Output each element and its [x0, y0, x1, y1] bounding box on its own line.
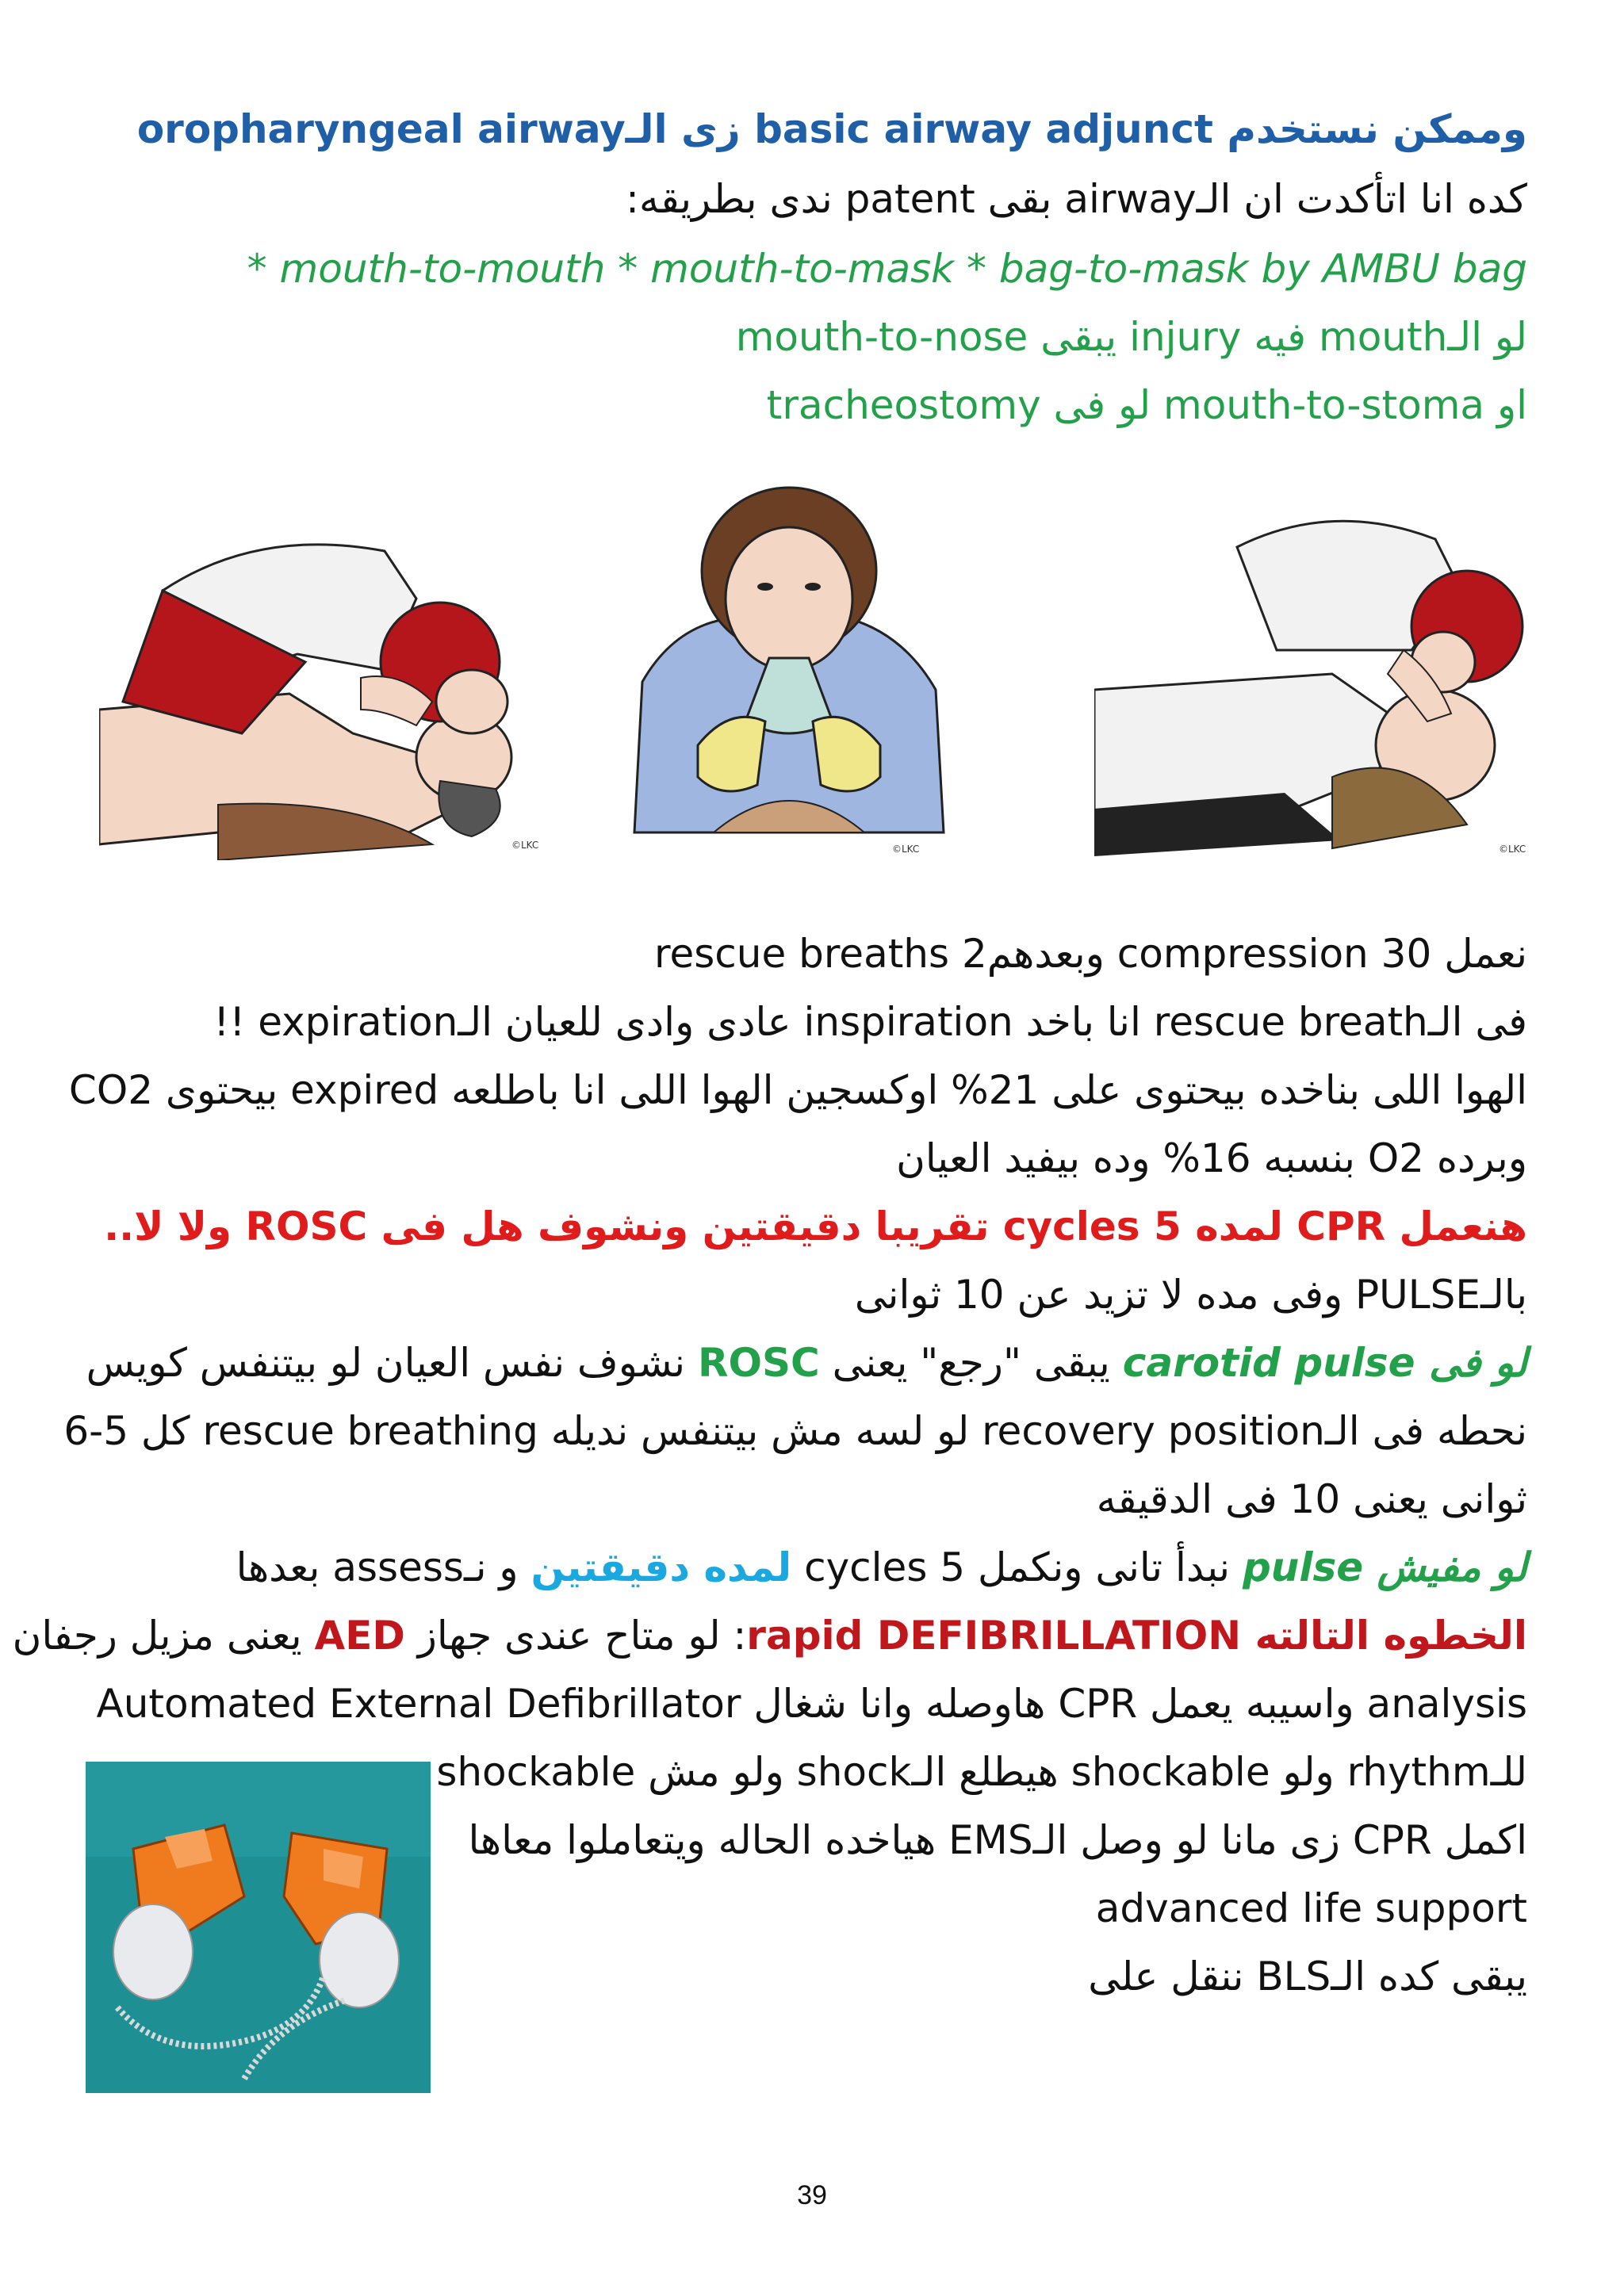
mouth-to-mouth-illustration — [99, 496, 591, 860]
line-pulse-check: بالـPULSE وفى مده لا تزيد عن 10 ثوانى — [854, 1272, 1527, 1318]
line-advanced-life-support: advanced life support — [1095, 1885, 1527, 1931]
assess-text: و نـassess بعدها — [236, 1544, 531, 1590]
line-compression-ratio: نعمل 30 compression وبعدهم2 rescue breaths — [654, 931, 1527, 977]
line-per-minute: ثوانى يعنى 10 فى الدقيقه — [1096, 1476, 1527, 1522]
defibrillator-paddles-photo — [86, 1762, 431, 2093]
defibrillation-label: الخطوه التالته rapid DEFIBRILLATION — [746, 1613, 1527, 1659]
aed-availability-text: : لو متاح عندى جهاز — [404, 1613, 747, 1659]
line-no-pulse — [236, 1541, 1527, 1594]
line-bls-transfer: يبقى كده الـBLS ننقل على — [1088, 1954, 1527, 1999]
aed-label: AED — [314, 1613, 405, 1659]
line-tracheostomy: او mouth-to-stoma لو فى tracheostomy — [766, 382, 1527, 428]
line-carotid-pulse — [86, 1337, 1527, 1389]
line-ventilation-methods: * mouth-to-mouth * mouth-to-mask * bag-to-mask by AMBU bag — [247, 246, 1527, 292]
mouth-to-mask-illustration — [626, 484, 952, 864]
line-continue-cpr: اكمل CPR زى مانا لو وصل الـEMS هياخده الحاله ويتعاملوا معاها — [468, 1817, 1527, 1863]
fig1-caption: ©LKC — [511, 840, 539, 851]
line-rescue-breath: فى الـrescue breath انا باخد inspiration عادى وادى للعيان الـexpiration !! — [213, 999, 1527, 1045]
line-cpr-cycles: هنعمل CPR لمده 5 cycles تقريبا دقيقتين ونشوف هل فى ROSC ولا لا.. — [104, 1203, 1527, 1249]
restart-text: نبدأ تانى ونكمل 5 cycles — [791, 1544, 1243, 1590]
line-shockable-rhythm: للـrhythm ولو shockable هيطلع الـshock ولو مش shockable — [436, 1749, 1527, 1795]
line-patent-airway: كده انا اتأكدت ان الـairway بقى patent ندى بطريقه: — [626, 176, 1527, 222]
breathing-check-text: نشوف نفس العيان لو بيتنفس كويس — [86, 1340, 698, 1386]
line-recovery-position: نحطه فى الـrecovery position لو لسه مش بيتنفس نديله rescue breathing كل 5-6 — [63, 1408, 1527, 1454]
fig3-caption: ©LKC — [1499, 844, 1526, 855]
line-aed-analysis: Automated External Defibrillator هاوصله وانا شغال CPR واسيبه يعمل analysis — [96, 1681, 1527, 1727]
mouth-to-nose-illustration — [1094, 492, 1546, 864]
line-oxygen-percent: الهوا اللى بناخده بيحتوى على 21% اوكسجين الهوا اللى انا باطلعه expired بيحتوى CO2 — [68, 1067, 1527, 1113]
page-number: 39 — [797, 2180, 827, 2210]
fig2-caption: ©LKC — [892, 844, 920, 855]
no-pulse-label: لو مفيش pulse — [1243, 1544, 1527, 1590]
line-defibrillation — [13, 1609, 1527, 1662]
line-mouth-injury: لو الـmouth فيه injury يبقى mouth-to-nose — [735, 314, 1527, 360]
line-o2-percent: وبرده O2 بنسبه 16% وده بيفيد العيان — [896, 1135, 1527, 1181]
two-minutes-label: لمده دقيقتين — [530, 1544, 792, 1590]
carotid-pulse-label: لو فى carotid pulse — [1122, 1340, 1527, 1386]
line-airway-adjunct: وممكن نستخدم basic airway adjunct زى الـoropharyngeal airway — [136, 106, 1527, 152]
rosc-label: ROSC — [697, 1340, 820, 1386]
carotid-pulse-text: يبقى "رجع" يعنى — [819, 1340, 1123, 1386]
defibrillator-text: يعنى مزيل رجفان — [12, 1613, 315, 1659]
